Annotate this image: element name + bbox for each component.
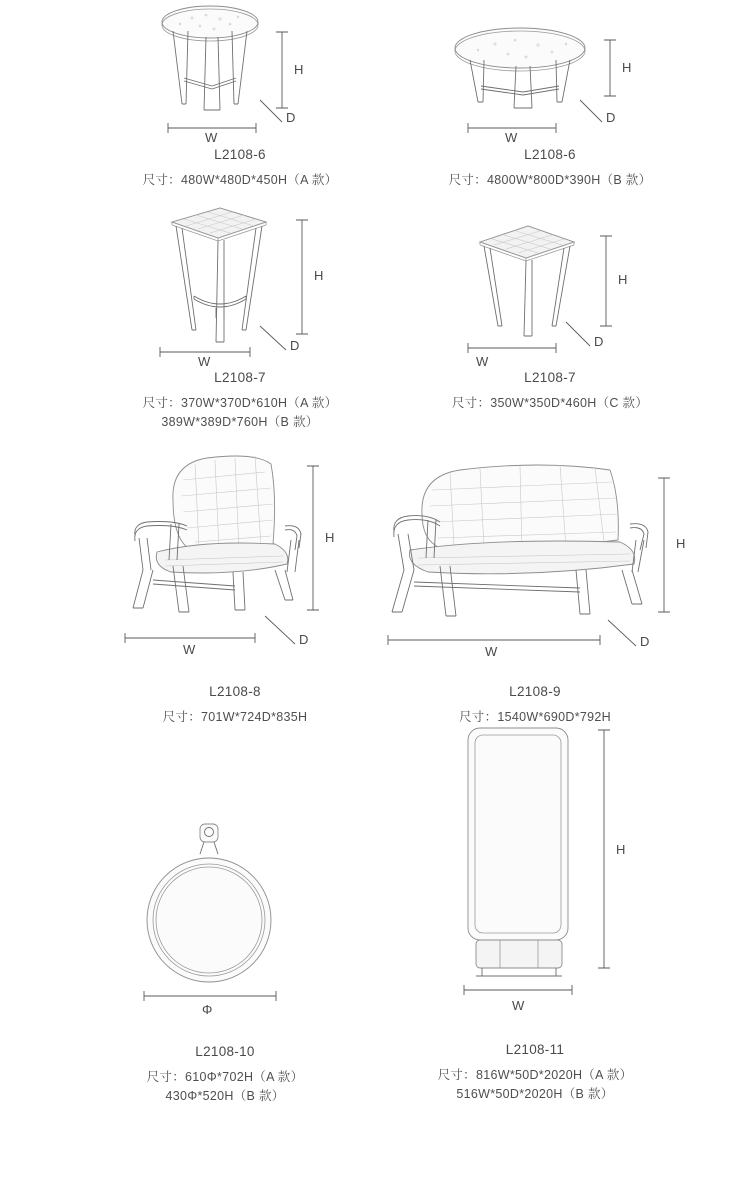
dim-label-height: H [325, 530, 335, 545]
product-code: L2108-9 [509, 684, 561, 699]
product-code: L2108-7 [524, 370, 576, 385]
product-block-l2108-7-c [420, 200, 680, 413]
product-block-l2108-7-a [110, 200, 370, 433]
product-dimensions: 尺寸：610Φ*702H（A 款） [146, 1069, 304, 1084]
figure-round-mirror [80, 810, 370, 1020]
figure-two-seat-sofa [380, 440, 690, 670]
product-block-l2108-6-a [110, 0, 370, 190]
dim-label-width: W [183, 642, 196, 657]
dim-label-height: H [618, 272, 628, 287]
dim-label-depth: D [594, 334, 604, 349]
product-code: L2108-10 [195, 1044, 255, 1059]
caption-l2108-7-a [110, 368, 370, 433]
dim-label-width: W [512, 998, 525, 1013]
round-side-table-drawing [110, 0, 370, 145]
product-dimensions: 尺寸：370W*370D*610H（A 款） [142, 395, 338, 410]
product-dimensions: 尺寸：4800W*800D*390H（B 款） [448, 172, 652, 187]
caption-l2108-6-b [420, 145, 680, 190]
product-block-l2108-9 [380, 440, 690, 727]
low-stool-drawing [420, 200, 680, 368]
caption-l2108-6-a [110, 145, 370, 190]
caption-l2108-10 [80, 1042, 370, 1107]
product-dimensions: 尺寸：816W*50D*2020H（A 款） [437, 1067, 633, 1082]
caption-l2108-11 [390, 1040, 680, 1105]
standing-mirror-drawing [390, 710, 680, 1020]
figure-lounge-chair [95, 440, 375, 670]
dim-label-depth: D [640, 634, 650, 649]
product-dimensions: 尺寸：480W*480D*450H（A 款） [142, 172, 338, 187]
dim-label-depth: D [299, 632, 309, 647]
product-dimensions-alt: 430Φ*520H（B 款） [165, 1089, 285, 1104]
product-block-l2108-10 [80, 810, 370, 1107]
dim-label-width: W [505, 130, 518, 145]
dim-label-depth: D [286, 110, 296, 125]
dim-label-height: H [676, 536, 686, 551]
dim-label-height: H [314, 268, 324, 283]
figure-standing-mirror [390, 710, 680, 1020]
caption-l2108-7-c [420, 368, 680, 413]
dim-label-height: H [294, 62, 304, 77]
oval-coffee-table-drawing [420, 0, 680, 145]
dim-label-depth: D [606, 110, 616, 125]
dim-label-width: W [198, 354, 211, 369]
product-block-l2108-8 [95, 440, 375, 727]
product-code: L2108-6 [524, 147, 576, 162]
dim-label-depth: D [290, 338, 300, 353]
caption-l2108-8 [95, 682, 375, 727]
figure-oval-coffee-table [420, 0, 680, 145]
dim-label-width: W [205, 130, 218, 145]
product-dimensions-alt: 389W*389D*760H（B 款） [161, 415, 319, 430]
round-mirror-drawing [80, 810, 370, 1020]
dim-label-diameter: Φ [202, 1002, 213, 1017]
product-code: L2108-6 [214, 147, 266, 162]
figure-bar-stool [110, 200, 370, 368]
dim-label-width: W [485, 644, 498, 659]
dim-label-height: H [616, 842, 626, 857]
product-code: L2108-7 [214, 370, 266, 385]
product-code: L2108-11 [505, 1042, 565, 1057]
dim-label-height: H [622, 60, 632, 75]
dim-label-width: W [476, 354, 489, 369]
product-code: L2108-8 [209, 684, 261, 699]
bar-stool-drawing [110, 200, 370, 368]
two-seat-sofa-drawing [380, 440, 690, 670]
figure-low-stool [420, 200, 680, 368]
product-dimensions: 尺寸：701W*724D*835H [162, 709, 308, 724]
lounge-chair-drawing [95, 440, 375, 670]
figure-round-side-table [110, 0, 370, 145]
product-block-l2108-6-b [420, 0, 680, 190]
product-dimensions: 尺寸：1540W*690D*792H [458, 709, 611, 724]
product-dimensions-alt: 516W*50D*2020H（B 款） [456, 1087, 614, 1102]
product-dimensions: 尺寸：350W*350D*460H（C 款） [451, 395, 649, 410]
product-block-l2108-11 [390, 710, 680, 1105]
